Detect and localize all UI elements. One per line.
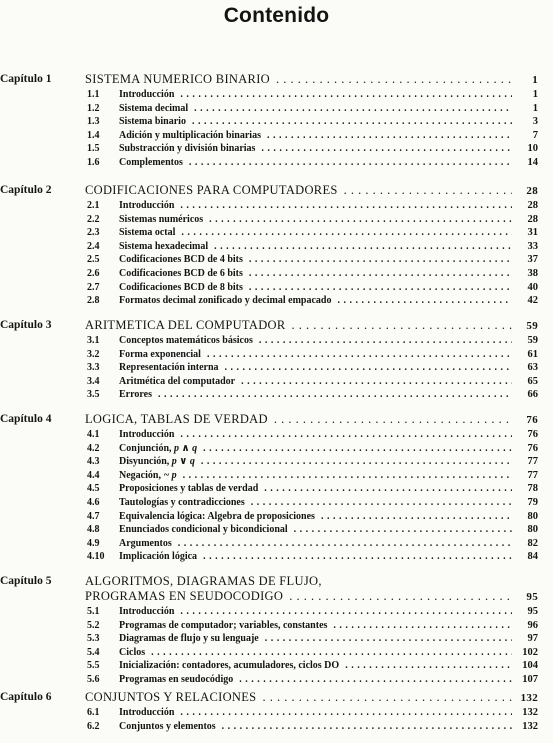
section-page: 7 <box>532 129 538 141</box>
dot-leader <box>291 318 512 333</box>
dot-leader <box>294 524 512 535</box>
chapter-title: ARITMETICA DEL COMPUTADOR <box>85 318 286 332</box>
section-row <box>87 443 538 454</box>
section-number: 2.4 <box>87 240 100 252</box>
logic-symbol: p ∨ q <box>171 456 195 468</box>
chapter-title-row <box>85 72 538 87</box>
chapter-title-line: ALGORITMOS, DIAGRAMAS DE FLUJO, <box>85 574 322 588</box>
section-page: 82 <box>527 537 538 549</box>
section-row <box>87 376 538 387</box>
section-row <box>87 389 538 400</box>
section-row <box>87 335 538 346</box>
dot-leader <box>289 589 512 604</box>
section-title: Disyunción, p ∨ q <box>119 456 195 468</box>
dot-leader <box>178 538 512 549</box>
section-page: 38 <box>527 268 538 279</box>
section-page: 132 <box>522 720 538 732</box>
section-number: 1.2 <box>87 102 100 114</box>
section-number: 2.7 <box>87 281 100 293</box>
chapter-title-row <box>85 183 538 198</box>
section-title: Equivalencia lógica: Algebra de proposiciones <box>119 510 315 522</box>
section-row <box>87 429 538 440</box>
section-row <box>87 143 538 154</box>
section-number: 6.1 <box>87 707 100 718</box>
chapter-title-row <box>85 589 538 604</box>
section-number: 4.5 <box>87 483 100 495</box>
dot-leader <box>267 130 512 141</box>
section-number: 4.2 <box>87 442 100 454</box>
dot-leader <box>222 721 512 732</box>
section-title: Programas en seudocódigo <box>119 674 234 685</box>
section-page: 96 <box>527 619 538 631</box>
section-row <box>87 660 538 671</box>
section-page: 78 <box>527 483 538 495</box>
section-row <box>87 721 538 732</box>
dot-leader <box>201 456 512 467</box>
section-row <box>87 349 538 360</box>
dot-leader <box>321 511 512 522</box>
chapter-title: PROGRAMAS EN SEUDOCODIGO <box>85 589 284 603</box>
section-title: Errores <box>119 389 152 401</box>
section-page: 77 <box>527 469 538 481</box>
dot-leader <box>180 606 512 617</box>
section-number: 4.3 <box>87 456 100 468</box>
section-page: 33 <box>527 240 538 252</box>
section-page: 40 <box>527 281 538 293</box>
section-row <box>87 116 538 127</box>
section-title: Adición y multiplicación binarias <box>119 129 261 141</box>
dot-leader <box>194 103 512 114</box>
section-number: 4.6 <box>87 497 100 508</box>
section-title: Forma exponencial <box>119 348 201 360</box>
section-row <box>87 241 538 252</box>
chapter-page: 28 <box>526 185 538 197</box>
chapter-page: 59 <box>526 320 538 332</box>
dot-leader <box>259 335 512 346</box>
section-page: 66 <box>527 389 538 401</box>
dot-leader <box>344 183 512 198</box>
section-number: 2.1 <box>87 200 100 211</box>
section-row <box>87 483 538 494</box>
section-title: Introducción <box>119 606 175 617</box>
section-title: Introducción <box>119 200 175 211</box>
section-title: Proposiciones y tablas de verdad <box>119 483 259 495</box>
section-title: Negación, ~ p <box>119 469 177 481</box>
section-title: Sistema decimal <box>119 102 189 114</box>
section-title: Codificaciones BCD de 6 bits <box>119 268 243 279</box>
section-number: 4.10 <box>87 551 105 563</box>
section-page: 97 <box>527 633 538 645</box>
dot-leader <box>207 349 512 360</box>
section-number: 3.3 <box>87 362 100 374</box>
dot-leader <box>189 157 512 168</box>
section-page: 95 <box>527 606 538 617</box>
dot-leader <box>249 282 512 293</box>
section-page: 61 <box>527 348 538 360</box>
section-title: Enunciados condicional y bicondicional <box>119 524 288 536</box>
dot-leader <box>337 295 512 306</box>
section-row <box>87 620 538 631</box>
section-page: 28 <box>527 213 538 225</box>
section-number: 3.5 <box>87 389 100 401</box>
section-title: Sistema binario <box>119 116 186 128</box>
section-page: 76 <box>527 429 538 440</box>
section-page: 107 <box>522 674 538 685</box>
chapter-title: SISTEMA NUMERICO BINARIO <box>85 72 270 86</box>
section-page: 14 <box>527 157 538 168</box>
dot-leader <box>192 116 512 127</box>
section-row <box>87 282 538 293</box>
section-row <box>87 551 538 562</box>
section-page: 102 <box>522 646 538 658</box>
section-number: 6.2 <box>87 720 100 732</box>
section-row <box>87 497 538 508</box>
chapter-page: 76 <box>526 414 538 426</box>
dot-leader <box>241 376 512 387</box>
section-page: 80 <box>527 524 538 536</box>
section-number: 1.6 <box>87 157 100 168</box>
section-title: Implicación lógica <box>119 551 198 563</box>
section-row <box>87 89 538 100</box>
dot-leader <box>249 254 512 265</box>
section-number: 4.9 <box>87 537 100 549</box>
section-page: 104 <box>522 660 538 672</box>
chapter-title: CONJUNTOS Y RELACIONES <box>85 690 257 704</box>
section-number: 1.5 <box>87 143 100 155</box>
section-page: 3 <box>532 116 538 128</box>
dot-leader <box>183 470 512 481</box>
dot-leader <box>203 551 512 562</box>
section-number: 5.5 <box>87 660 100 672</box>
section-page: 28 <box>527 200 538 211</box>
dot-leader <box>225 362 512 373</box>
section-row <box>87 524 538 535</box>
section-row <box>87 103 538 114</box>
dot-leader <box>151 647 512 658</box>
section-number: 1.1 <box>87 89 100 100</box>
section-page: 132 <box>522 707 538 718</box>
section-number: 4.7 <box>87 510 100 522</box>
section-page: 1 <box>532 89 538 100</box>
section-number: 5.2 <box>87 619 100 631</box>
section-title: Sistema octal <box>119 227 176 239</box>
section-page: 31 <box>527 227 538 239</box>
logic-symbol: p ∧ q <box>174 442 198 454</box>
section-page: 76 <box>527 442 538 454</box>
dot-leader <box>262 690 512 705</box>
chapter-label: Capítulo 6 <box>0 691 52 703</box>
dot-leader <box>180 429 512 440</box>
section-title: Introducción <box>119 89 175 100</box>
section-row <box>87 538 538 549</box>
logic-symbol: ~ p <box>163 469 177 481</box>
section-number: 2.6 <box>87 268 100 279</box>
chapter-page: 132 <box>520 692 538 704</box>
section-title: Conjunción, p ∧ q <box>119 442 198 454</box>
section-number: 5.1 <box>87 606 100 617</box>
section-number: 2.3 <box>87 227 100 239</box>
section-title: Tautologías y contradicciones <box>119 497 245 508</box>
section-title: Formatos decimal zonificado y decimal empacado <box>119 295 332 307</box>
section-title: Diagramas de flujo y su lenguaje <box>119 633 259 645</box>
dot-leader <box>180 707 512 718</box>
section-page: 84 <box>527 551 538 563</box>
dot-leader <box>261 143 512 154</box>
section-row <box>87 295 538 306</box>
section-title: Conjuntos y elementos <box>119 720 216 732</box>
chapter-label: Capítulo 2 <box>0 184 52 196</box>
section-title: Aritmética del computador <box>119 375 236 387</box>
chapter-label: Capítulo 5 <box>0 575 52 587</box>
section-title: Introducción <box>119 707 175 718</box>
dot-leader <box>251 497 512 508</box>
chapter-page: 1 <box>532 74 538 86</box>
section-title: Programas de computador; variables, constantes <box>119 619 328 631</box>
dot-leader <box>239 674 512 685</box>
section-page: 77 <box>527 456 538 468</box>
chapter-title-row <box>85 318 538 333</box>
dot-leader <box>180 89 512 100</box>
section-number: 4.1 <box>87 429 100 440</box>
section-title: Representación interna <box>119 362 219 374</box>
dot-leader <box>203 443 512 454</box>
page-title: Contenido <box>223 4 330 27</box>
chapter-title: CODIFICACIONES PARA COMPUTADORES <box>85 183 338 197</box>
section-page: 59 <box>527 335 538 346</box>
section-row <box>87 227 538 238</box>
section-title: Sistema hexadecimal <box>119 240 209 252</box>
dot-leader <box>180 200 512 211</box>
chapter-page: 95 <box>526 591 538 603</box>
section-row <box>87 511 538 522</box>
dot-leader <box>276 72 512 87</box>
chapter-title-row <box>85 690 538 705</box>
dot-leader <box>274 412 512 427</box>
section-number: 3.2 <box>87 348 100 360</box>
section-page: 10 <box>527 143 538 155</box>
section-number: 4.8 <box>87 524 100 536</box>
section-row <box>87 157 538 168</box>
section-number: 3.4 <box>87 375 100 387</box>
section-page: 80 <box>527 510 538 522</box>
section-title: Inicialización: contadores, acumuladores, ciclos DO <box>119 660 340 672</box>
section-title: Codificaciones BCD de 4 bits <box>119 254 243 266</box>
dot-leader <box>209 214 512 225</box>
section-row <box>87 470 538 481</box>
section-row <box>87 200 538 211</box>
chapter-label: Capítulo 4 <box>0 413 52 425</box>
section-page: 37 <box>527 254 538 266</box>
section-number: 5.6 <box>87 674 100 685</box>
section-page: 65 <box>527 375 538 387</box>
section-number: 2.8 <box>87 295 100 307</box>
section-title: Sistemas numéricos <box>119 213 204 225</box>
dot-leader <box>181 227 512 238</box>
section-number: 1.4 <box>87 129 100 141</box>
section-title: Conceptos matemáticos básicos <box>119 335 253 346</box>
dot-leader <box>249 268 512 279</box>
chapter-title-row <box>85 412 538 427</box>
chapter-title: LOGICA, TABLAS DE VERDAD <box>85 412 268 426</box>
section-row <box>87 456 538 467</box>
section-number: 2.5 <box>87 254 100 266</box>
section-row <box>87 254 538 265</box>
dot-leader <box>264 483 512 494</box>
dot-leader <box>158 389 512 400</box>
section-row <box>87 214 538 225</box>
section-row <box>87 130 538 141</box>
section-row <box>87 268 538 279</box>
dot-leader <box>333 620 512 631</box>
section-title: Codificaciones BCD de 8 bits <box>119 281 243 293</box>
section-title: Introducción <box>119 429 175 440</box>
section-title: Substracción y división binarias <box>119 143 256 155</box>
section-number: 5.3 <box>87 633 100 645</box>
dot-leader <box>265 633 512 644</box>
section-number: 4.4 <box>87 469 100 481</box>
section-page: 63 <box>527 362 538 374</box>
section-number: 1.3 <box>87 116 100 128</box>
section-page: 79 <box>527 497 538 508</box>
dot-leader <box>345 660 512 671</box>
section-title: Ciclos <box>119 646 146 658</box>
section-number: 3.1 <box>87 335 100 346</box>
section-row <box>87 647 538 658</box>
section-row <box>87 707 538 718</box>
section-row <box>87 606 538 617</box>
section-row <box>87 633 538 644</box>
section-page: 1 <box>532 102 538 114</box>
section-page: 42 <box>527 295 538 307</box>
section-row <box>87 674 538 685</box>
dot-leader <box>214 241 512 252</box>
section-title: Argumentos <box>119 537 172 549</box>
chapter-label: Capítulo 1 <box>0 73 52 85</box>
section-title: Complementos <box>119 157 183 168</box>
section-row <box>87 362 538 373</box>
section-number: 5.4 <box>87 646 100 658</box>
section-number: 2.2 <box>87 213 100 225</box>
chapter-label: Capítulo 3 <box>0 319 52 331</box>
